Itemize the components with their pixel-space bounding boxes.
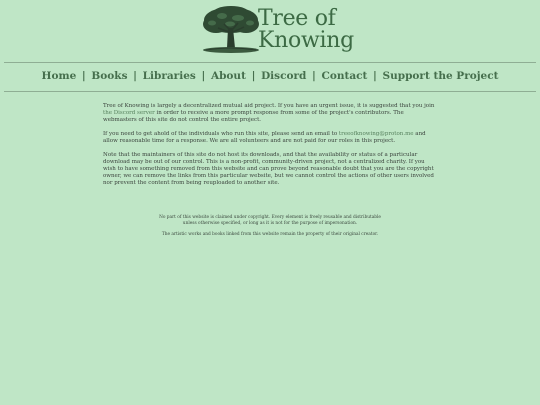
site-logo[interactable] [200,4,354,58]
nav-about[interactable]: About [210,70,246,82]
nav-home[interactable]: Home [41,70,77,82]
nav-discord[interactable]: Discord [261,70,307,82]
copyright-notice [100,215,440,226]
bottom-divider [4,91,536,92]
contact-text: If you need to get ahold of the individuals who run this site, please send an email to [103,131,339,137]
nav-separator: | [312,70,316,82]
nav-separator: | [251,70,256,82]
contact-text-cont: and allow reasonable time for a response. We are all volunteers and are not paid for our roles in this project. [103,131,426,144]
site-footer [100,215,440,244]
nav-contact[interactable]: Contact [321,70,368,82]
paragraph-disclaimer: Note that the maintainers of this site do not host its downloads, and that the availability or status of a particular download may be out of our control. This is a non-profit, community-driven project, not a centralized charity. If you wish to have something removed from this website and can prove beyond reasonable doubt that you are the copyright owner, we can remove the links from this particular website, but we cannot control the actions of other users involved nor prevent the content from being reuploaded to another site. [103,152,434,186]
email-link[interactable]: treeofknowing@proton.me [338,131,414,137]
nav-separator: | [133,70,137,82]
paragraph-contact [103,131,437,145]
nav-separator: | [201,70,206,82]
main-nav [0,70,540,82]
main-content [103,103,437,194]
top-divider [4,62,536,63]
nav-books[interactable]: Books [91,70,128,82]
intro-text: Tree of Knowing is largely a decentralized mutual aid project. If you have an urgent issue, it is suggested that you join [103,103,435,109]
nav-support-project[interactable]: Support the Project [382,70,499,82]
logo-text [258,8,354,52]
site-header [0,0,540,62]
discord-server-link[interactable]: the Discord server [103,110,155,116]
ownership-notice: The artistic works and books linked from this website remain the property of their original creator. [161,232,379,238]
logo-line-1: Tree of [258,6,336,31]
paragraph-intro [103,103,437,124]
oak-tree-icon [200,4,262,58]
logo-line-2: Knowing [258,28,354,53]
nav-separator: | [81,70,86,82]
copyright-line-2: unless otherwise specified, or long as it is not for the purpose of impersonation. [182,220,358,226]
intro-text-cont: in order to receive a more prompt response from some of the project's contributors. The webmasters of this site do not control the entire project. [103,110,404,123]
nav-separator: | [373,70,377,82]
nav-libraries[interactable]: Libraries [142,70,196,82]
copyright-line-1: No part of this website is claimed under copyright. Every element is freely reusable and distributable [159,215,381,220]
